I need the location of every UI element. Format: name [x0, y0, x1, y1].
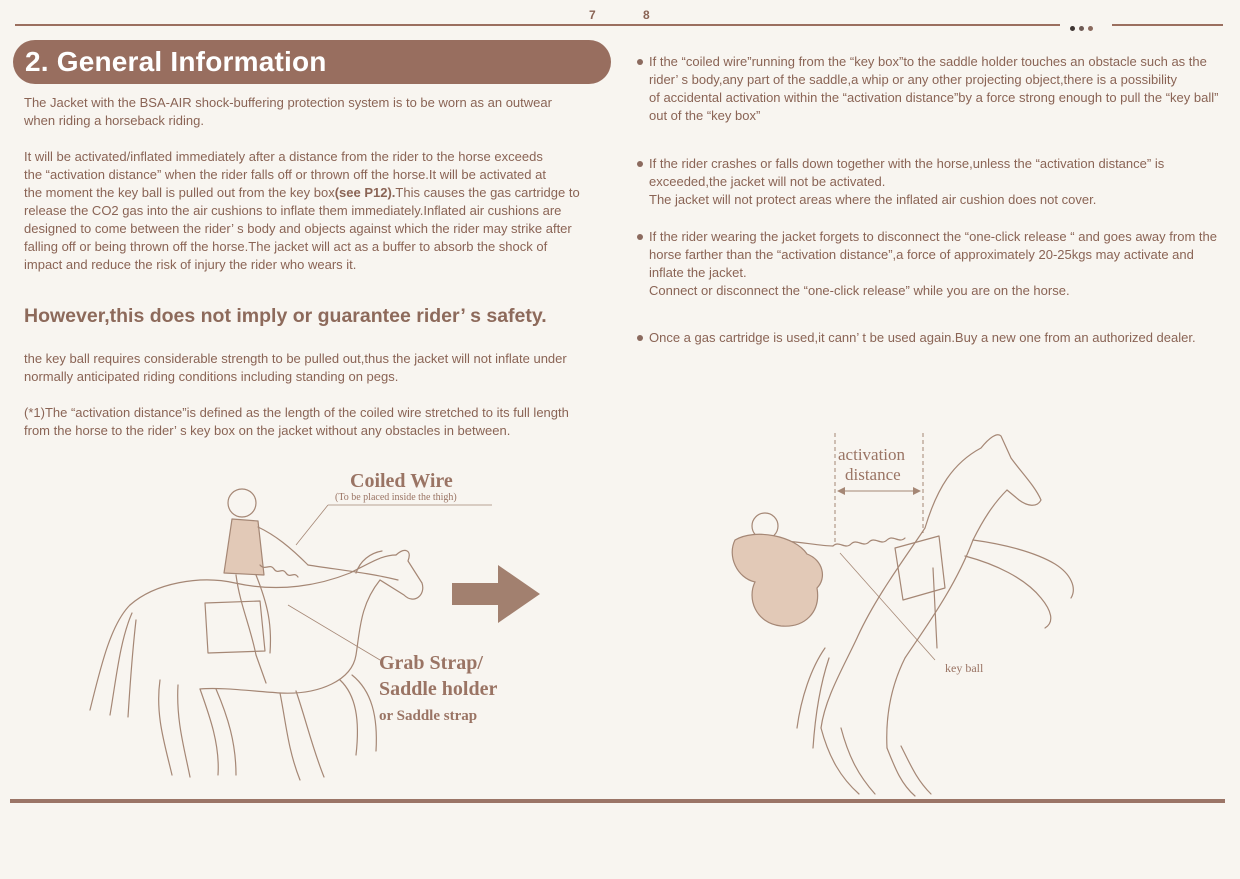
- key-ball-label: key ball: [945, 661, 984, 675]
- text-line: rider’ s body,any part of the saddle,a whip or any other projecting object,there is a possibility: [649, 72, 1177, 87]
- text-line: inflate the jacket.: [649, 265, 747, 280]
- coiled-wire-label: Coiled Wire: [350, 470, 453, 492]
- saddle-holder-label: Saddle holder: [379, 678, 498, 700]
- header-rule-left: [15, 24, 1060, 26]
- saddle-strap-label: or Saddle strap: [379, 708, 478, 724]
- text-line: If the “coiled wire”running from the “key box”to the saddle holder touches an obstacle such as the: [649, 54, 1207, 69]
- text-line: of accidental activation within the “activation distance”by a force strong enough to pull the “key ball”: [649, 90, 1219, 105]
- bullet-icon: [637, 335, 643, 341]
- activation-label-line2: distance: [845, 465, 901, 484]
- text-line: Once a gas cartridge is used,it cann’ t be used again.Buy a new one from an authorized dealer.: [649, 330, 1196, 345]
- dot-icon: [1079, 26, 1084, 31]
- text-line: [24, 184, 580, 202]
- page-number-right: 8: [643, 8, 650, 22]
- text-line: normally anticipated riding conditions including standing on pegs.: [24, 369, 399, 384]
- rearing-horse-illustration: [725, 428, 1105, 800]
- text-line: If the rider crashes or falls down together with the horse,unless the “activation distance” is: [649, 156, 1165, 171]
- text-line: (*1)The “activation distance”is defined as the length of the coiled wire stretched to its full length: [24, 405, 569, 420]
- intro-paragraph: [24, 94, 552, 130]
- dot-icon: [1088, 26, 1093, 31]
- key-ball-paragraph: [24, 350, 567, 386]
- text-line: out of the “key box”: [649, 108, 761, 123]
- text-line: release the CO2 gas into the air cushions to inflate them immediately.Inflated air cushions are: [24, 203, 562, 218]
- section-heading-bar: [13, 40, 611, 84]
- arrow-right-icon: [452, 565, 542, 623]
- activation-paragraph: [24, 148, 580, 274]
- text-line: falling off or being thrown off the horse.The jacket will act as a buffer to absorb the shock of: [24, 239, 548, 254]
- definition-paragraph: [24, 404, 569, 440]
- bullet-icon: [637, 234, 643, 240]
- bullet-icon: [637, 161, 643, 167]
- header-rule-right: [1112, 24, 1223, 26]
- text-line: the “activation distance” when the rider falls off or thrown off the horse.It will be activated at: [24, 167, 546, 182]
- activation-label-line1: activation: [838, 445, 906, 464]
- text-line: exceeded,the jacket will not be activated.: [649, 174, 886, 189]
- text-line: It will be activated/inflated immediately after a distance from the rider to the horse exceeds: [24, 149, 543, 164]
- footer-rule: [10, 799, 1225, 803]
- text-line: horse farther than the “activation distance”,a force of approximately 20-25kgs may activate and: [649, 247, 1194, 262]
- text-line: If the rider wearing the jacket forgets to disconnect the “one-click release “ and goes away from the: [649, 229, 1217, 244]
- text-line: Connect or disconnect the “one-click release” while you are on the horse.: [649, 283, 1070, 298]
- section-title: 2. General Information: [25, 46, 327, 77]
- rider-on-horse-illustration: [60, 455, 530, 800]
- text-line: impact and reduce the risk of injury the rider who wears it.: [24, 257, 357, 272]
- safety-warning: However,this does not imply or guarantee rider’ s safety.: [24, 305, 547, 327]
- text-line: The jacket will not protect areas where the inflated air cushion does not cover.: [649, 192, 1097, 207]
- text-line: when riding a horseback riding.: [24, 113, 204, 128]
- page-number-left: 7: [589, 8, 596, 22]
- text-line: from the horse to the rider’ s key box on the jacket without any obstacles in between.: [24, 423, 511, 438]
- coiled-wire-note: (To be placed inside the thigh): [335, 492, 457, 503]
- text-segment: the moment the key ball is pulled out from the key box: [24, 185, 335, 200]
- dot-icon: [1070, 26, 1075, 31]
- bullet-icon: [637, 59, 643, 65]
- page-reference: (see P12).: [334, 185, 396, 200]
- text-segment: This causes the gas cartridge to: [395, 185, 580, 200]
- text-line: The Jacket with the BSA-AIR shock-buffering protection system is to be worn as an outwear: [24, 95, 552, 110]
- page-indicator-dots: [1070, 18, 1106, 28]
- text-line: designed to come between the rider’ s body and objects against which the rider may strike after: [24, 221, 572, 236]
- grab-strap-label: Grab Strap/: [379, 652, 483, 674]
- text-line: the key ball requires considerable strength to be pulled out,thus the jacket will not inflate under: [24, 351, 567, 366]
